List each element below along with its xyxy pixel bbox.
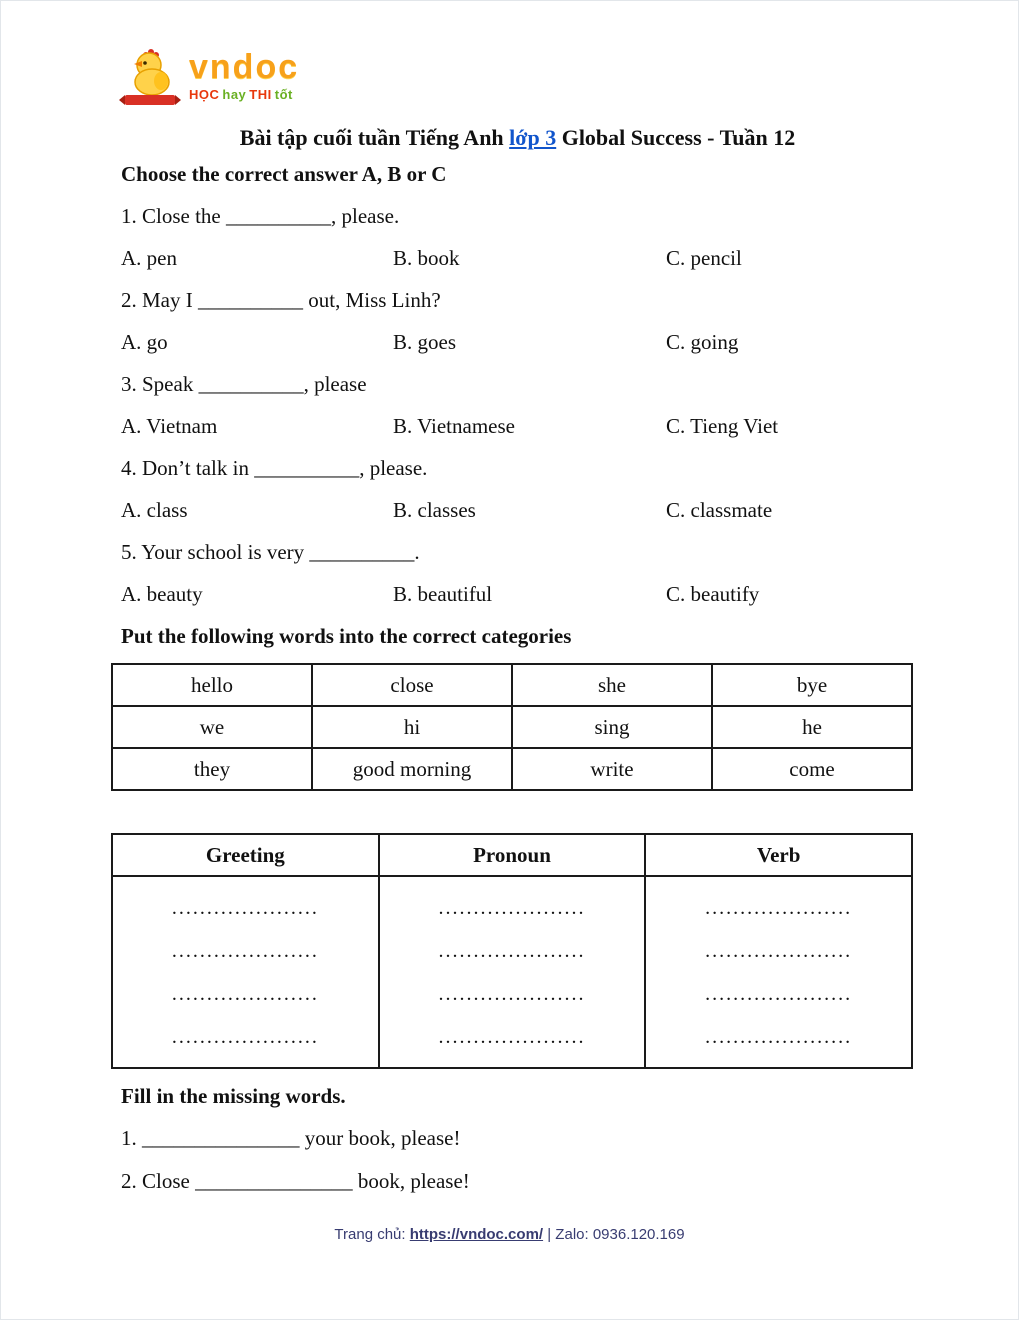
option-b: B. beautiful (393, 582, 493, 606)
title-part1: Bài tập cuối tuần Tiếng Anh (239, 125, 510, 150)
answer-blank: ..................... (705, 1026, 853, 1048)
tagline-tot: tốt (274, 86, 293, 102)
option-b: B. classes (393, 498, 476, 522)
mcq-question-2 (121, 279, 914, 363)
word-cell: bye (712, 664, 912, 706)
word-cell: she (512, 664, 712, 706)
categories-header-row (112, 834, 912, 876)
option-b: B. book (393, 246, 460, 270)
answer-blank: ..................... (705, 940, 853, 962)
word-cell: sing (512, 706, 712, 748)
page-footer (1, 1226, 1018, 1243)
category-answers-pronoun (379, 876, 646, 1068)
answer-blank: ..................... (705, 897, 853, 919)
option-c: C. Tieng Viet (666, 414, 779, 438)
answer-blank: ..................... (171, 1026, 319, 1048)
answer-blank: ..................... (438, 940, 586, 962)
answer-blank: ..................... (438, 983, 586, 1005)
vndoc-brand-name: vndoc (189, 47, 300, 86)
word-cell: he (712, 706, 912, 748)
vndoc-logo-text (189, 47, 300, 102)
tagline-hoc: HỌC (189, 86, 220, 102)
question-text: 1. Close the __________, please. (121, 204, 400, 228)
answer-blank: ..................... (171, 983, 319, 1005)
words-table (111, 663, 913, 791)
worksheet-title (121, 123, 914, 153)
question-options (121, 573, 914, 615)
fill-section-heading: Fill in the missing words. (121, 1084, 346, 1108)
option-c: C. beautify (666, 582, 760, 606)
mcq-section-heading: Choose the correct answer A, B or C (121, 162, 447, 186)
mcq-question-4 (121, 447, 914, 531)
question-options (121, 405, 914, 447)
vndoc-tagline (189, 88, 299, 101)
option-c: C. pencil (666, 246, 742, 270)
words-table-row (112, 706, 912, 748)
word-cell: hi (312, 706, 512, 748)
question-text: 2. May I __________ out, Miss Linh? (121, 288, 441, 312)
answer-blank: ..................... (705, 983, 853, 1005)
word-cell: come (712, 748, 912, 790)
mcq-question-5 (121, 531, 914, 615)
category-header-verb: Verb (645, 834, 912, 876)
vndoc-logo (119, 41, 914, 109)
question-text: 5. Your school is very __________. (121, 540, 420, 564)
chick-mascot-icon (119, 43, 181, 107)
worksheet-content (1, 1, 1018, 1319)
title-part2: Global Success - Tuần 12 (556, 125, 796, 150)
word-cell: write (512, 748, 712, 790)
lop-3-link[interactable]: lớp 3 (509, 125, 557, 150)
answer-blank: ..................... (438, 897, 586, 919)
question-text: 3. Speak __________, please (121, 372, 367, 396)
tagline-hay: hay (222, 86, 247, 102)
categorize-section-heading: Put the following words into the correct categories (121, 624, 572, 648)
category-answers-greeting (112, 876, 379, 1068)
mcq-question-1 (121, 195, 914, 279)
option-a: A. Vietnam (121, 414, 218, 438)
option-a: A. pen (121, 246, 177, 270)
footer-suffix: | Zalo: 0936.120.169 (543, 1226, 685, 1243)
option-a: A. class (121, 498, 188, 522)
word-cell: close (312, 664, 512, 706)
words-table-row (112, 748, 912, 790)
option-a: A. go (121, 330, 168, 354)
question-options (121, 489, 914, 531)
word-cell: good morning (312, 748, 512, 790)
words-table-row (112, 664, 912, 706)
mcq-question-3 (121, 363, 914, 447)
option-c: C. going (666, 330, 739, 354)
option-a: A. beauty (121, 582, 203, 606)
option-b: B. Vietnamese (393, 414, 515, 438)
question-options (121, 321, 914, 363)
category-header-greeting: Greeting (112, 834, 379, 876)
word-cell: they (112, 748, 312, 790)
option-c: C. classmate (666, 498, 773, 522)
answer-blank: ..................... (171, 940, 319, 962)
fill-item-1: 1. _______________ your book, please! (121, 1126, 461, 1150)
fill-item-2: 2. Close _______________ book, please! (121, 1169, 470, 1193)
vndoc-home-link[interactable]: https://vndoc.com/ (409, 1226, 544, 1243)
word-cell: we (112, 706, 312, 748)
question-text: 4. Don’t talk in __________, please. (121, 456, 428, 480)
answer-blank: ..................... (438, 1026, 586, 1048)
answer-blank: ..................... (171, 897, 319, 919)
word-cell: hello (112, 664, 312, 706)
option-b: B. goes (393, 330, 456, 354)
category-answers-verb (645, 876, 912, 1068)
categories-answer-row (112, 876, 912, 1068)
category-header-pronoun: Pronoun (379, 834, 646, 876)
tagline-thi: THI (249, 86, 272, 102)
footer-prefix: Trang chủ: (334, 1226, 410, 1243)
question-options (121, 237, 914, 279)
categories-table (111, 833, 913, 1069)
